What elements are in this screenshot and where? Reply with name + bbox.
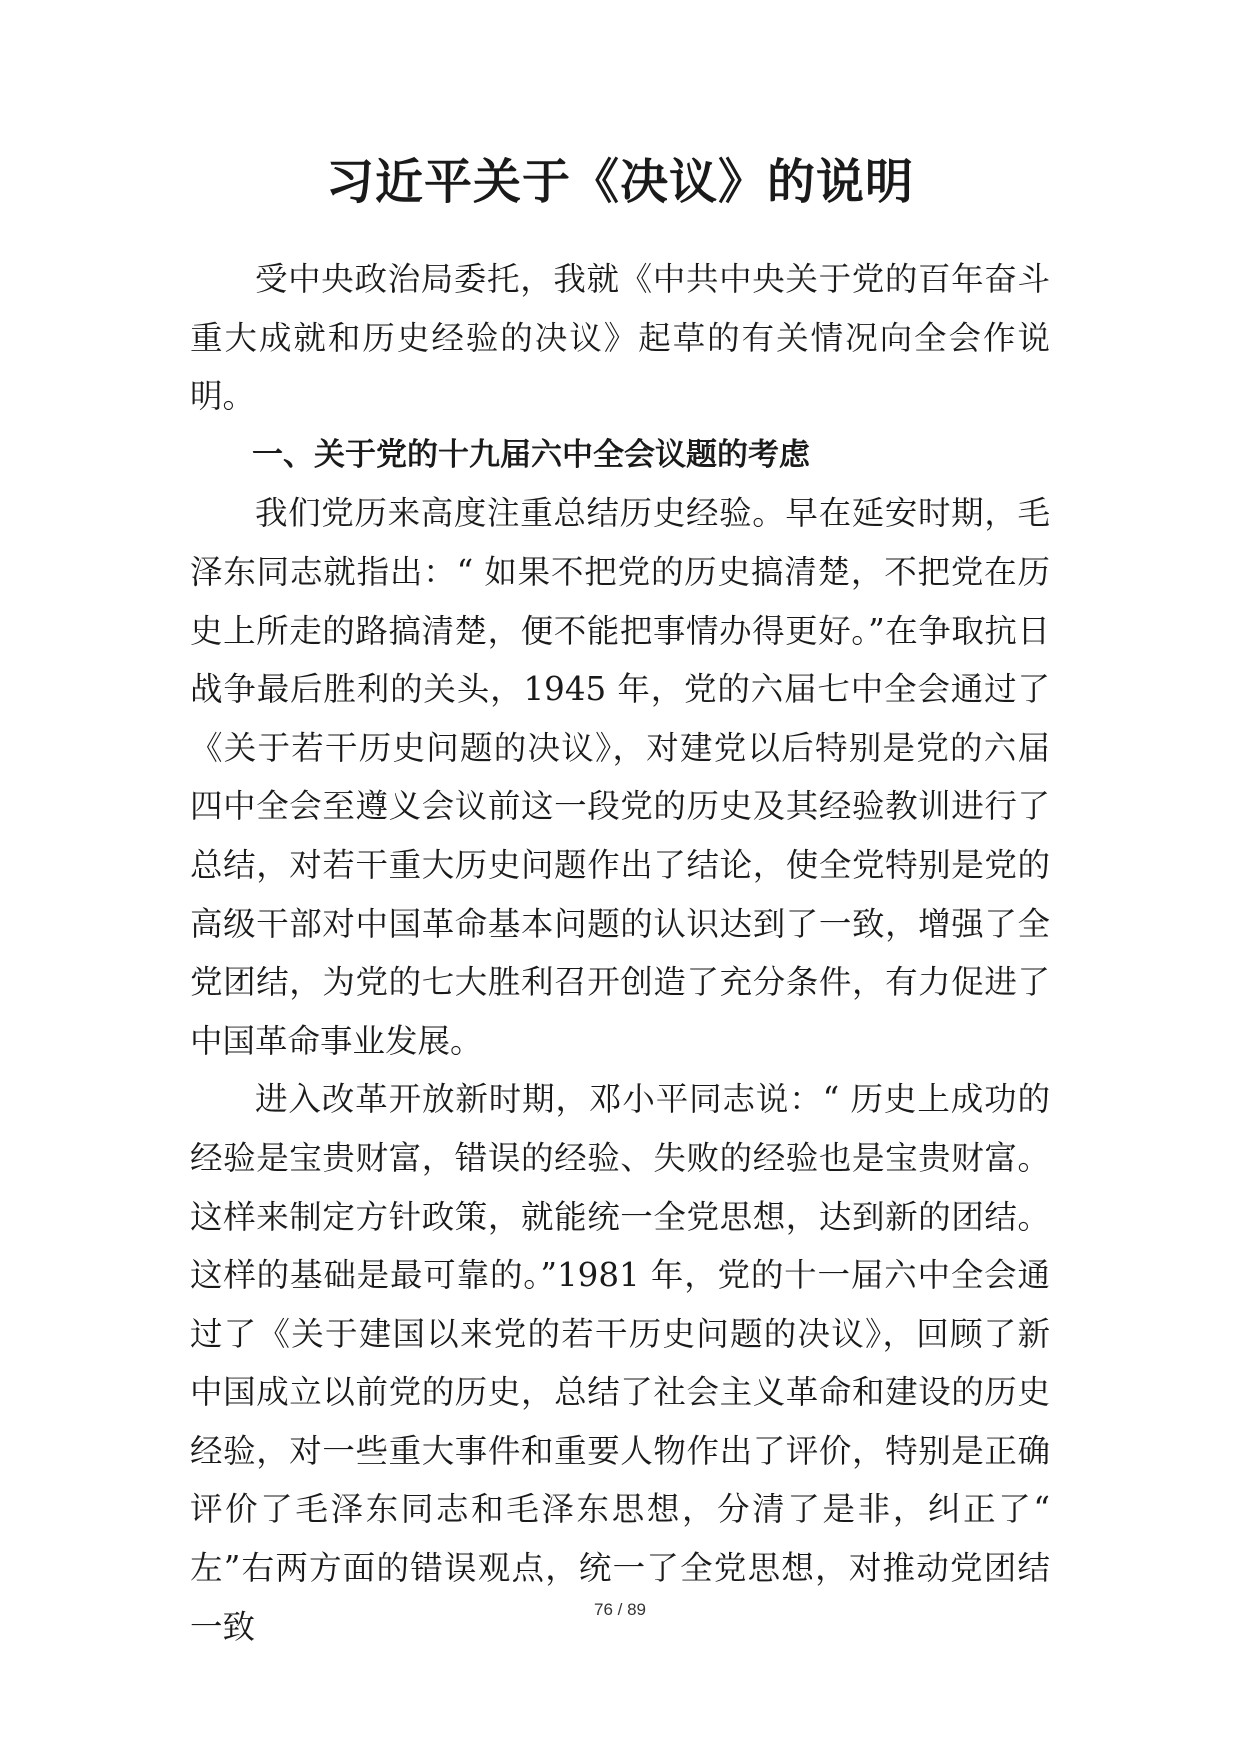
body-paragraph-2: 进入改革开放新时期，邓小平同志说：“ 历史上成功的经验是宝贵财富，错误的经验、失败的经验也是宝贵财富。这样来制定方针政策，就能统一全党思想，达到新的团结。这样的基础是最可靠的。”1981 年，党的十一届六中全会通过了《关于建国以来党的若干历史问题的决议》，回顾了新中国成立以前党的历史，总结了社会主义革命和建设的历史经验，对一些重大事件和重要人物作出了评价，特别是正确评价了毛泽东同志和毛泽东思想，分清了是非，纠正了“ 左”右两方面的错误观点，统一了全党思想，对推动党团结一致 — [190, 1080, 1050, 1646]
body-paragraph-1: 我们党历来高度注重总结历史经验。早在延安时期，毛泽东同志就指出：“ 如果不把党的历史搞清楚，不把党在历史上所走的路搞清楚，便不能把事情办得更好。”在争取抗日战争最后胜利的关头，1945 年，党的六届七中全会通过了《关于若干历史问题的决议》，对建党以后特别是党的六届四中全会至遵义会议前这一段党的历史及其经验教训进行了总结，对若干重大历史问题作出了结论，使全党特别是党的高级干部对中国革命基本问题的认识达到了一致，增强了全党团结，为党的七大胜利召开创造了充分条件，有力促进了中国革命事业发展。 — [190, 494, 1050, 1060]
document-body — [190, 250, 1050, 1656]
page-title: 习近平关于《决议》的说明 — [325, 154, 914, 210]
intro-paragraph: 受中央政治局委托，我就《中共中央关于党的百年奋斗重大成就和历史经验的决议》起草的有关情况向全会作说明。 — [190, 260, 1050, 416]
section-heading: 一、关于党的十九届六中全会议题的考虑 — [252, 436, 810, 473]
page-number: 76 / 89 — [594, 1600, 646, 1619]
